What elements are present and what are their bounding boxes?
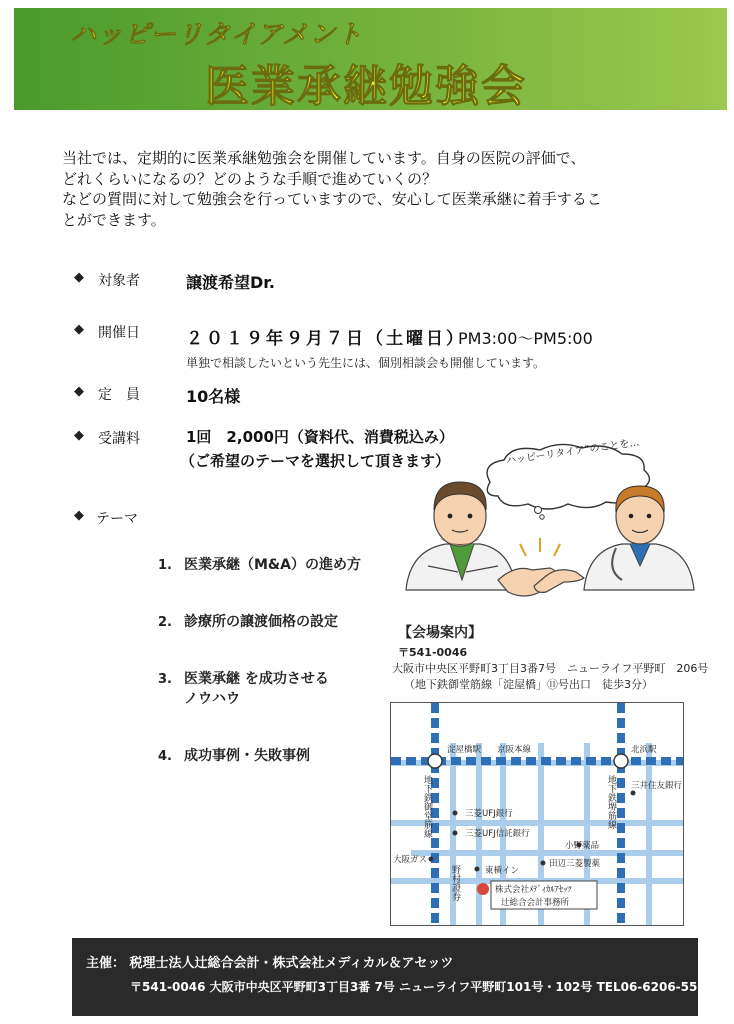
diamond-bullet-icon: ◆ [74, 508, 84, 523]
theme-item: 成功事例・失敗事例 [184, 748, 310, 764]
diamond-bullet-icon: ◆ [74, 428, 84, 443]
diamond-bullet-icon: ◆ [74, 270, 84, 285]
theme-number: 2. [158, 615, 172, 630]
theme-item: 医業承継 を成功させる [184, 671, 329, 687]
venue-map [390, 702, 684, 926]
diamond-bullet-icon: ◆ [74, 322, 84, 337]
venue-access: （地下鉄御堂筋線「淀屋橋」⑪号出口 徒歩3分） [404, 678, 653, 691]
capacity-value: 10名様 [186, 387, 241, 406]
date-note: 単独で相談したいという先生には、個別相談会も開催しています。 [186, 356, 546, 370]
diamond-bullet-icon: ◆ [74, 384, 84, 399]
target-label: 対象者 [98, 273, 140, 289]
date-value: ２０１９年９月７日（土曜日） [186, 329, 466, 349]
map-label-nomura: 野村證券 [450, 865, 460, 901]
map-label-toyoko-inn: 東横イン [485, 866, 520, 876]
fee-note: （ご希望のテーマを選択して頂きます） [180, 452, 451, 470]
fee-label: 受講料 [98, 431, 140, 447]
theme-number: 4. [158, 749, 172, 764]
theme-label: テーマ [96, 511, 138, 527]
map-label-sakaisuji: 地下鉄堺筋線 [606, 775, 616, 829]
doctors-handshake-illustration [400, 440, 700, 620]
theme-item: 診療所の譲渡価格の設定 [184, 614, 338, 630]
venue-heading: 【会場案内】 [398, 625, 482, 641]
theme-item-continued: ノウハウ [184, 691, 240, 707]
map-label-office-1: 株式会社ﾒﾃﾞｨｶﾙｱｾｯﾂ [495, 885, 572, 895]
map-label-ono: 小野薬品 [565, 841, 600, 851]
map-label-office-2: 辻総合会計事務所 [501, 898, 570, 908]
theme-item: 医業承継（M&A）の進め方 [184, 557, 361, 573]
map-label-keihan: 京阪本線 [497, 745, 532, 755]
map-label-osaka-gas: 大阪ガス [393, 855, 428, 865]
map-label-yodoyabashi: 淀屋橋駅 [447, 745, 482, 755]
tagline: ハッピーリタイアメント [70, 20, 364, 50]
footer-bar [72, 938, 698, 1016]
fee-value: 1回 2,000円（資料代、消費税込み） [186, 428, 454, 446]
capacity-label: 定 員 [98, 387, 140, 403]
handshake-icon [498, 538, 584, 596]
footer-organizer: 主催： 税理士法人辻総合会計・株式会社メディカル＆アセッツ [86, 956, 454, 971]
intro-line: どれくらいになるの？どのような手順で進めていくの？ [62, 169, 438, 188]
theme-number: 1. [158, 558, 172, 573]
venue-postal: 〒541-0046 [398, 646, 468, 659]
intro-paragraph [62, 148, 702, 230]
intro-line: 当社では、定期的に医業承継勉強会を開催しています。自身の医院の評価で、 [62, 149, 586, 167]
target-value: 譲渡希望Dr. [186, 273, 275, 292]
map-label-tanabe: 田辺三菱製薬 [549, 859, 601, 869]
date-label: 開催日 [98, 325, 140, 341]
office-marker-icon [477, 883, 489, 895]
theme-number: 3. [158, 672, 172, 687]
intro-line: とができます。 [62, 210, 166, 229]
map-label-mufg-trust: 三菱UFJ信託銀行 [465, 829, 530, 839]
map-label-midosuji: 地下鉄御堂筋線 [422, 775, 432, 838]
footer-address: 〒541-0046 大阪市中央区平野町3丁目3番 7号 ニューライフ平野町101号・102号 TEL06-6206-5510 [130, 980, 715, 994]
map-label-mitsui: 三井住友銀行 [631, 781, 683, 791]
intro-line: などの質問に対して勉強会を行っていますので、安心して医業承継に着手するこ [62, 190, 602, 208]
venue-address: 大阪市中央区平野町3丁目3番7号 ニューライフ平野町 206号 [392, 662, 709, 675]
map-label-kitahama: 北浜駅 [631, 745, 657, 755]
map-label-mufg-bank: 三菱UFJ銀行 [465, 809, 513, 819]
time-value: PM3:00～PM5:00 [458, 329, 593, 348]
page-title: 医業承継勉強会 [205, 61, 527, 112]
speech-bubble-text: ハッピーリタイア”のことを… [505, 437, 641, 467]
